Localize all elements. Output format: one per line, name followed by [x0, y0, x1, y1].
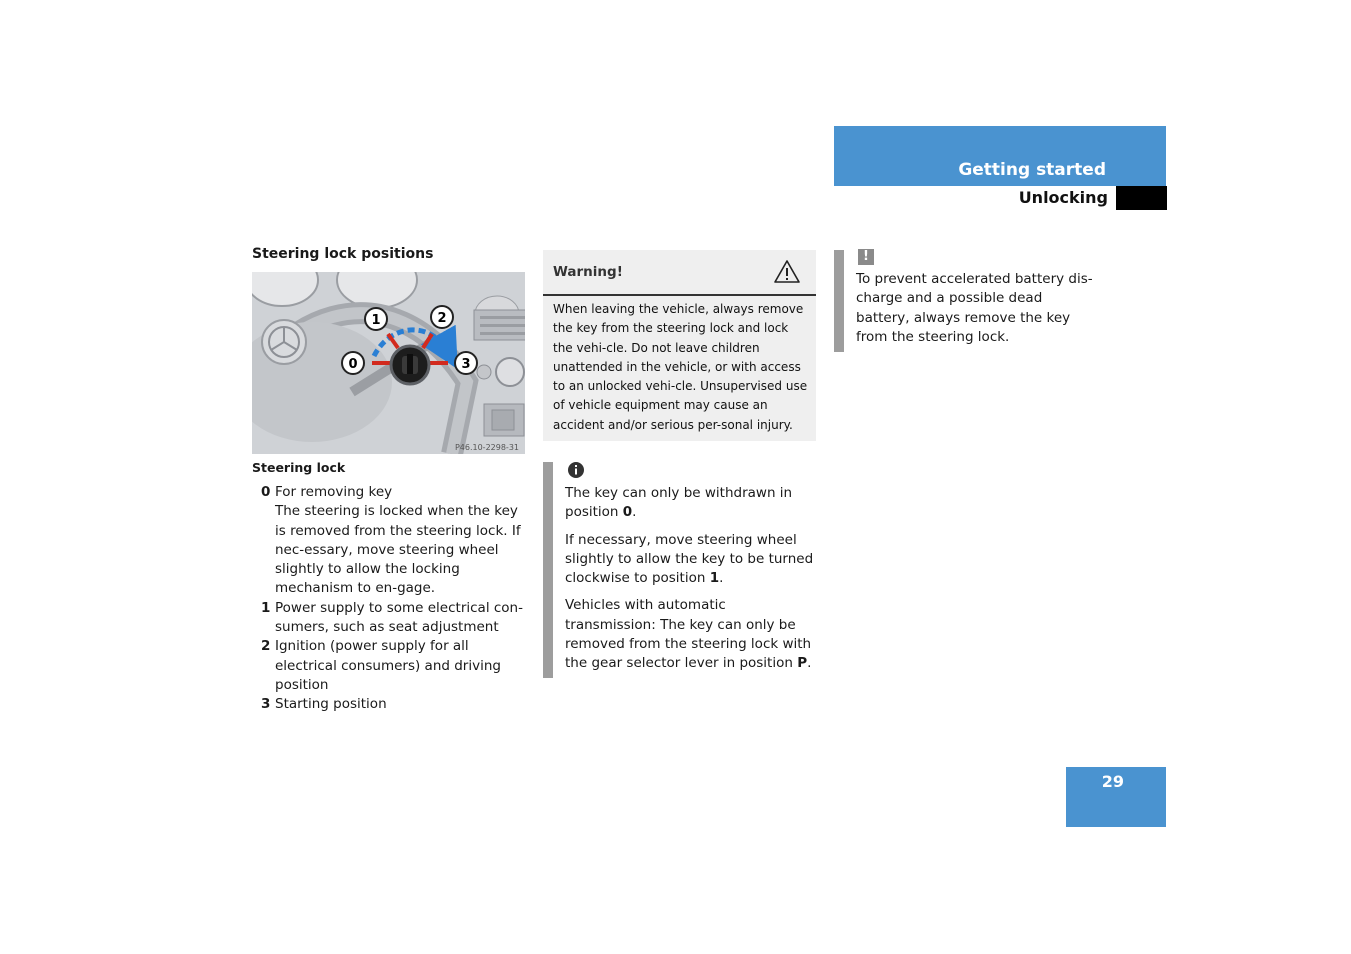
steering-lock-heading: Steering lock positions	[252, 246, 434, 262]
list-item	[252, 695, 528, 714]
list-item	[252, 599, 528, 638]
steering-lock-illustration	[252, 272, 525, 454]
page-number-box	[1066, 767, 1166, 827]
position-marker-3	[455, 352, 477, 374]
info-text	[565, 484, 817, 682]
warning-title: Warning!	[553, 264, 623, 280]
info-icon	[567, 461, 585, 479]
position-text: For removing key	[275, 484, 393, 500]
position-text: The steering is locked when the key is removed from the steering lock. If nec-essary, move steering wheel slightly to allow the locking mechanism to en-gage.	[275, 503, 521, 597]
info-paragraph: If necessary, move steering wheel slightly to allow the key to be turned clockwise to position 1.	[565, 531, 814, 587]
list-item	[252, 637, 528, 695]
list-item	[252, 502, 528, 598]
svg-text:0: 0	[348, 357, 358, 372]
exclamation-icon: !	[858, 249, 874, 265]
position-text: Starting position	[275, 696, 387, 713]
warning-box	[543, 250, 816, 441]
position-marker-0	[342, 352, 364, 374]
position-number: 0	[261, 484, 271, 500]
page-number: 29	[1101, 772, 1124, 791]
position-list	[252, 483, 528, 715]
warning-header	[543, 250, 816, 296]
steering-lock-figure	[252, 272, 525, 454]
position-number: 2	[261, 638, 271, 655]
chapter-header	[834, 126, 1166, 186]
svg-text:1: 1	[371, 313, 381, 328]
position-marker-1	[365, 308, 387, 330]
section-title: Unlocking	[1018, 188, 1108, 207]
warning-triangle-icon	[773, 259, 801, 285]
figure-code: P46.10-2298-31	[454, 443, 519, 452]
position-number: 1	[261, 599, 271, 616]
figure-caption: Steering lock	[252, 460, 346, 475]
info-paragraph: Vehicles with automatic transmission: The key can only be removed from the steering lock with the gear selector lever in position P.	[565, 597, 812, 672]
info-paragraph: The key can only be withdrawn in position 0.	[565, 485, 793, 521]
position-text: Power supply to some electrical con-sumers, such as seat adjustment	[275, 599, 523, 636]
list-item	[252, 483, 528, 502]
section-tab-marker	[1116, 186, 1167, 210]
svg-text:3: 3	[461, 357, 471, 372]
info-side-bar	[543, 462, 553, 678]
position-marker-2	[431, 306, 453, 328]
chapter-title: Getting started	[958, 160, 1106, 180]
note-side-bar	[834, 250, 844, 352]
position-text: Ignition (power supply for all electrical consumers) and driving position	[275, 638, 501, 693]
warning-text: When leaving the vehicle, always remove the key from the steering lock and lock the vehi-cle. Do not leave children unattended in the vehicle, or with access to an unlocked vehi-cle. Unsupervised use of vehicle equipment may cause an accident and/or serious per-sonal injury.	[553, 302, 808, 432]
note-text: To prevent accelerated battery dis-charge and a possible dead battery, always remove the key from the steering lock.	[856, 271, 1093, 345]
svg-text:2: 2	[437, 311, 447, 326]
position-number: 3	[261, 696, 271, 713]
